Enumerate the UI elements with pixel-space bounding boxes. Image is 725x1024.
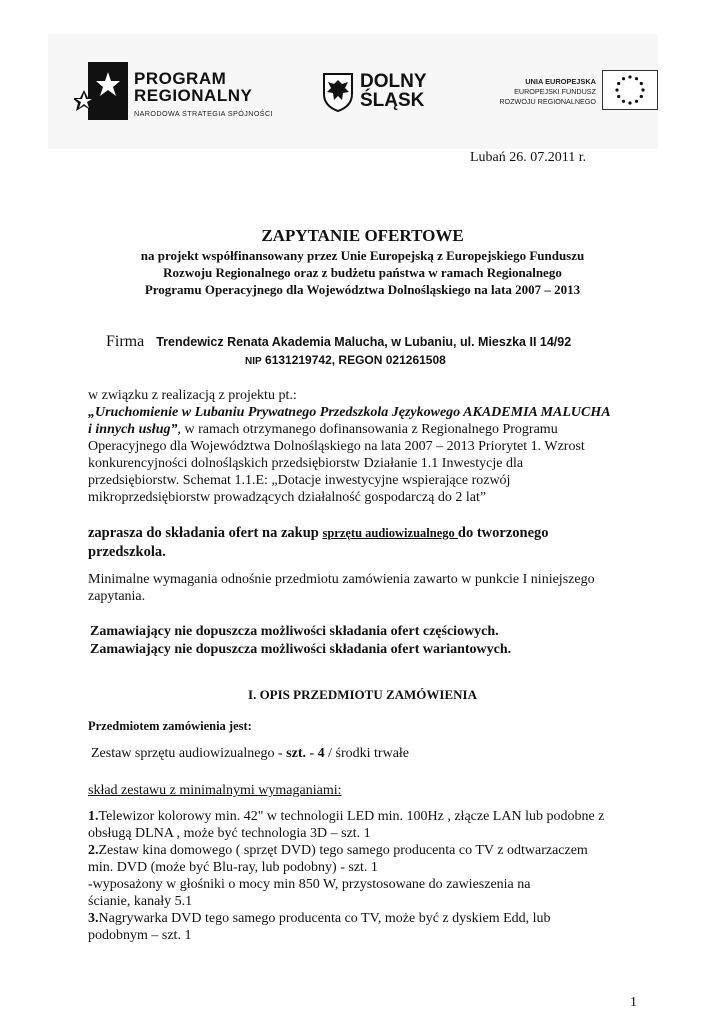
offer-notices: [90, 623, 690, 659]
page-number: 1: [630, 995, 637, 1010]
minimal-line2: zapytania.: [88, 589, 146, 604]
region-line2: ŚLĄSK: [360, 90, 425, 111]
program-line2: REGIONALNY: [134, 86, 253, 105]
intro-rest1: , w ramach otrzymanego dofinansowania z Regionalnego Programu: [177, 422, 558, 437]
item-continuation: -wyposażony w głośniki o mocy min 850 W, przystosowane do zawieszenia na: [88, 877, 531, 892]
subtitle-line1: na projekt współfinansowany przez Unie Europejską z Europejskiego Funduszu: [140, 248, 585, 263]
intro-lead: w związku z realizacją z projektu pt.:: [88, 388, 297, 403]
subject-heading: Przedmiotem zamówienia jest:: [88, 719, 252, 733]
project-title-line1: „Uruchomienie w Lubaniu Prywatnego Przedszkola Językowego AKADEMIA MALUCHA: [88, 405, 611, 420]
set-quantity: szt. - 4: [286, 746, 325, 761]
region-line1: DOLNY: [360, 71, 427, 92]
project-title-line2: i innych usług”: [88, 422, 178, 437]
set-before: Zestaw sprzętu audiowizualnego -: [91, 746, 287, 761]
section-title: I. OPIS PRZEDMIOTU ZAMÓWIENIA: [248, 687, 477, 702]
document-title: ZAPYTANIE OFERTOWE: [261, 226, 464, 245]
set-after: / środki trwałe: [324, 746, 410, 761]
invitation-paragraph: [88, 524, 648, 562]
nip-label: NIP: [245, 356, 262, 367]
set-composition-heading: skład zestawu z minimalnymi wymaganiami:: [88, 783, 342, 798]
list-item: [88, 808, 648, 825]
subtitle-line2: Rozwoju Regionalnego oraz z budżetu państwa w ramach Regionalnego: [163, 265, 562, 280]
intro-rest4: przedsiębiorstw. Schemat 1.1.E: „Dotacje inwestycyjne wspierające rozwój: [88, 473, 511, 488]
firma-label: Firma: [106, 333, 145, 350]
eu-line1: UNIA EUROPEJSKA: [525, 77, 596, 86]
item-text: Telewizor kolorowy min. 42" w technologii LED min. 100Hz , złącze LAN lub podobne z: [98, 809, 605, 824]
item-number: 3.: [88, 911, 99, 926]
invitation-after: do tworzonego: [457, 525, 549, 541]
invitation-before: zaprasza do składania ofert na zakup: [88, 525, 323, 541]
nip-value: 6131219742, REGON 021261508: [265, 353, 446, 367]
eu-line3: ROZWOJU REGIONALNEGO: [499, 97, 596, 106]
intro-rest3: konkurencyjności dolnośląskich przedsiębiorstw Działanie 1.1 Inwestycje dla: [88, 456, 524, 471]
intro-paragraph: [88, 387, 648, 506]
program-regionalny-title: [134, 70, 252, 104]
eu-caption: [488, 77, 596, 107]
requirements-list: [88, 808, 648, 944]
list-item: [88, 910, 648, 927]
company-name: Trendewicz Renata Akademia Malucha, w Lubaniu, ul. Mieszka II 14/92: [156, 335, 572, 349]
item-continuation: podobnym – szt. 1: [88, 928, 192, 943]
list-item: [88, 842, 648, 859]
program-subtitle: NARODOWA STRATEGIA SPÓJNOŚCI: [134, 109, 273, 118]
item-number: 2.: [88, 843, 99, 858]
notice-partial-offers: Zamawiający nie dopuszcza możliwości składania ofert częściowych.: [90, 624, 499, 639]
item-continuation: ścianie, kanały 5.1: [88, 894, 193, 909]
company-line: [106, 333, 571, 351]
notice-variant-offers: Zamawiający nie dopuszcza możliwości składania ofert wariantowych.: [90, 642, 512, 657]
item-continuation: obsługą DLNA , może być technologia 3D – szt. 1: [88, 826, 371, 841]
eu-flag-icon: [602, 70, 658, 110]
dolny-slask-crest-icon: [322, 72, 354, 112]
item-text: Nagrywarka DVD tego samego producenta co TV, może być z dyskiem Edd, lub: [98, 911, 551, 926]
eu-line2: EUROPEJSKI FUNDUSZ: [514, 87, 596, 96]
company-nip-regon: [245, 353, 446, 367]
document-subtitle: [60, 247, 665, 298]
minimal-requirements-paragraph: [88, 571, 648, 605]
item-number: 1.: [88, 809, 99, 824]
program-line1: PROGRAM: [134, 69, 227, 88]
program-regionalny-logo-icon: [74, 62, 130, 122]
item-text: Zestaw kina domowego ( sprzęt DVD) tego samego producenta co TV z odtwarzaczem: [98, 843, 588, 858]
subtitle-line3: Programu Operacyjnego dla Województwa Dolnośląskiego na lata 2007 – 2013: [144, 282, 581, 297]
dolny-slask-title: [360, 72, 427, 110]
minimal-line1: Minimalne wymagania odnośnie przedmiotu zamówienia zawarto w punkcie I niniejszego: [88, 572, 595, 587]
intro-rest5: mikroprzedsiębiorstw prowadzących działalność gospodarczą do 2 lat”: [88, 490, 487, 505]
invitation-subject: sprzętu audiowizualnego: [322, 526, 458, 540]
invitation-line2: przedszkola.: [88, 544, 166, 560]
intro-rest2: Operacyjnego dla Województwa Dolnośląskiego na lata 2007 – 2013 Priorytet 1. Wzrost: [88, 439, 585, 454]
equipment-set-line: [91, 746, 409, 762]
document-date: Lubań 26. 07.2011 r.: [470, 150, 587, 165]
item-continuation: min. DVD (może być Blu-ray, lub podobny) - szt. 1: [88, 860, 378, 875]
